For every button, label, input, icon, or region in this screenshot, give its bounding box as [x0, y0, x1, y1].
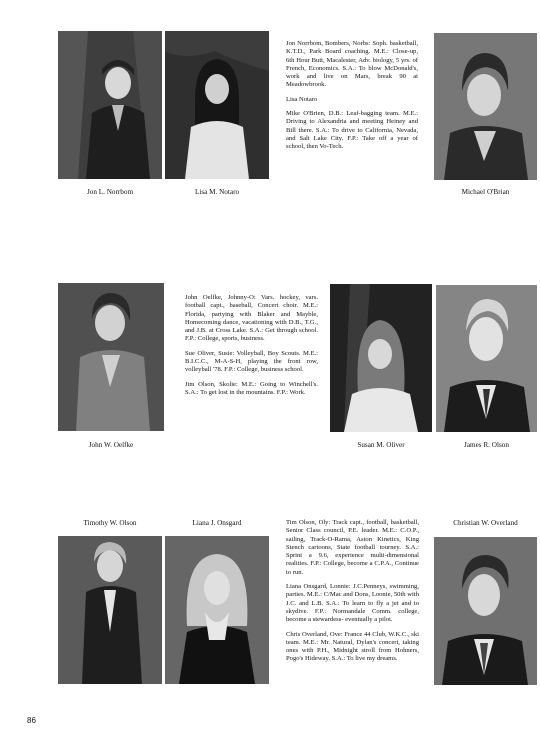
bio-block-2 — [185, 294, 318, 403]
portrait-photo-oelfke — [58, 283, 164, 431]
caption-notaro: Lisa M. Notaro — [194, 188, 240, 196]
bio-oliver: Sue Oliver, Susie: Volleyball, Boy Scouts. M.E.: B.I.C.C., M-A-S-H, playing the front row, volleyball '78. F.P.: College, business school. — [185, 349, 318, 374]
bio-oelfke: John Oelfke, Johnny-O: Vars. hockey, vars. football capt., baseball, Concert choir. M.E.: Florida, partying with Blaker and Mayble, Homecoming dance, vacationing with D.B., T.G., and J.B. at Cross Lake. S.A.: Get through school. F.P.: College, sports, business. — [185, 294, 318, 343]
portrait-photo-olsont — [58, 536, 162, 684]
bio-overland: Chris Overland, Ove: France 44 Club, W.K.C., ski team. M.E.: Mr. Natural, Dylan's concert, taking ones with P.H., Midnight stroll from Hohners, Pogo's Hideway. S.A.: To live my dreams. — [286, 630, 419, 663]
caption-oliver: Susan M. Oliver — [357, 441, 405, 449]
caption-onsgard: Liana J. Onsgard — [192, 519, 242, 527]
bio-block-3 — [286, 519, 419, 670]
portrait-photo-norrbom — [58, 31, 162, 179]
portrait-photo-olsonj — [436, 285, 537, 432]
caption-obrian: Michael O'Brian — [461, 188, 510, 196]
caption-olsonj: James R. Olson — [464, 441, 509, 449]
page-number: 86 — [27, 716, 36, 725]
bio-obrian: Mike O'Brien, D.B.: Leaf-bagging team. M.E.: Driving to Alexandria and meeting Heiney and Bill there. S.A.: To drive to California, Nevada, and Salt Lake City. F.P.: Take off a year of school, then Vo-Tech. — [286, 110, 418, 151]
bio-olsonj: Jim Olson, Skolie: M.E.: Going to Winchell's. S.A.: To get lost in the mountains. F.P.: Work. — [185, 380, 318, 396]
portrait-photo-onsgard — [165, 536, 269, 684]
bio-norrbom: Jon Norrbom, Bombers, Norbs: Soph. basketball, K.T.D., Park Board coaching. M.E.: Close-up, 6th Hour Butt, Macalester, Adv. biology, 5 yrs. of French, Economics. S.A.: To blow McDonald's, work and live on Mars, break 90 at Meadowbrook. — [286, 40, 418, 89]
bio-olsont: Tim Olson, Oly: Track capt., football, basketball, Senior Class council, P.E. leader. M.E.: C.O.P., sailing, Track-O-Rama, Aston Kinetics, King Stench cartoons, State football tourney. S.A.: Sprint a 9.6, experience multi-dimensional realities. F.P.: College, become a C.P.A., Continue to run. — [286, 519, 419, 576]
caption-norrbom: Jon L. Norrbom — [86, 188, 134, 196]
portrait-photo-obrian — [434, 33, 537, 180]
portrait-photo-overland — [434, 537, 537, 685]
bio-block-1 — [286, 40, 418, 158]
portrait-photo-notaro — [165, 31, 269, 179]
caption-olsont: Timothy W. Olson — [83, 519, 137, 527]
caption-oelfke: John W. Oelfke — [88, 441, 134, 449]
portrait-photo-oliver — [330, 284, 432, 432]
bio-notaro: Lisa Notaro — [286, 95, 318, 103]
caption-overland: Christian W. Overland — [453, 519, 518, 527]
bio-onsgard: Liana Onsgard, Lonnie: J.C.Penneys, swimming, parties. M.E.: C/Mac and Dons, Loonie, 50th with J.C. and L.B. S.A.: To learn to fly a jet and to skydive. F.P.: Normandale Comm. college, become a stewardess- eventually a pilot. — [286, 583, 419, 624]
